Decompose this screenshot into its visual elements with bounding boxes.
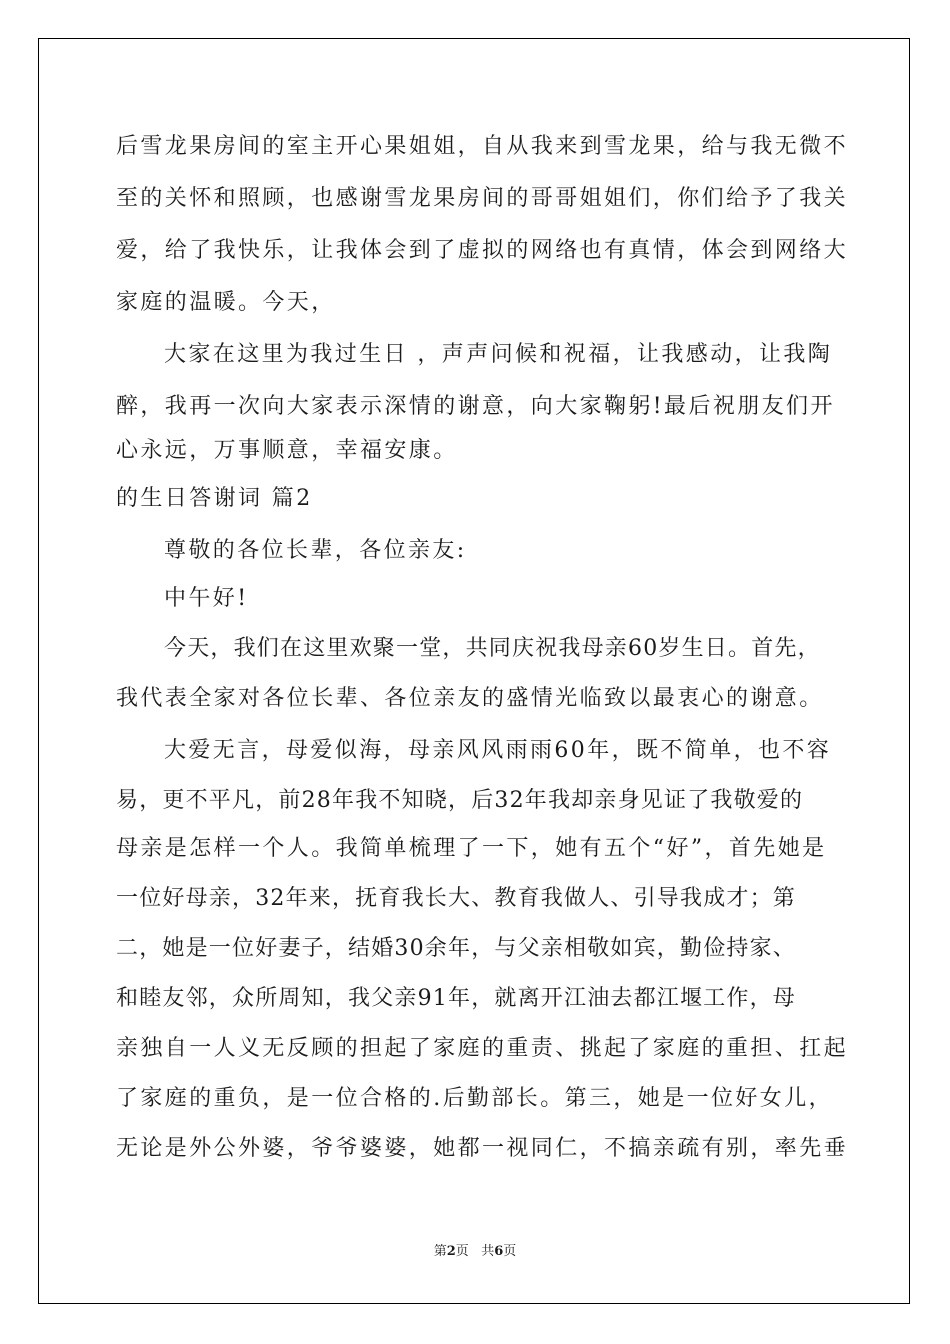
text-line: 母亲是怎样一个人。我简单梳理了一下，她有五个“好”，首先她是 — [116, 836, 827, 861]
text-line: 爱，给了我快乐，让我体会到了虚拟的网络也有真情，体会到网络大 — [116, 238, 849, 263]
text-line: 一位好母亲，32年来，抚育我长大、教育我做人、引导我成才；第 — [116, 886, 796, 911]
section-heading: 的生日答谢词 篇2 — [116, 486, 313, 511]
text-line: 醉，我再一次向大家表示深情的谢意，向大家鞠躬!最后祝朋友们开 — [116, 394, 835, 419]
text-line: 了家庭的重负，是一位合格的.后勤部长。第三，她是一位好女儿， — [116, 1086, 833, 1111]
page-border — [38, 38, 910, 1304]
text-line: 后雪龙果房间的室主开心果姐姐，自从我来到雪龙果，给与我无微不 — [116, 134, 849, 159]
salutation: 尊敬的各位长辈，各位亲友: — [164, 538, 467, 563]
greeting: 中午好! — [164, 586, 249, 611]
total-prefix: 共 — [481, 1244, 495, 1259]
text-line: 今天，我们在这里欢聚一堂，共同庆祝我母亲60岁生日。首先， — [164, 636, 821, 661]
text-line: 大爱无言，母爱似海，母亲风风雨雨60年，既不简单，也不容 — [164, 738, 832, 763]
text-line: 大家在这里为我过生日 ，声声问候和祝福，让我感动，让我陶 — [164, 342, 833, 367]
page-suffix: 页 — [455, 1244, 469, 1259]
text-line: 亲独自一人义无反顾的担起了家庭的重责、挑起了家庭的重担、扛起 — [116, 1036, 849, 1061]
text-line: 无论是外公外婆，爷爷婆婆，她都一视同仁，不搞亲疏有别，率先垂 — [116, 1136, 849, 1161]
text-line: 我代表全家对各位长辈、各位亲友的盛情光临致以最衷心的谢意。 — [116, 686, 824, 711]
page-prefix: 第 — [433, 1244, 447, 1259]
total-suffix: 页 — [503, 1244, 517, 1259]
page-current: 2 — [446, 1244, 456, 1259]
text-line: 二，她是一位好妻子，结婚30余年，与父亲相敬如宾，勤俭持家、 — [116, 936, 796, 961]
text-line: 家庭的温暖。今天， — [116, 290, 336, 315]
text-line: 心永远，万事顺意，幸福安康。 — [116, 438, 458, 463]
text-line: 至的关怀和照顾，也感谢雪龙果房间的哥哥姐姐们，你们给予了我关 — [116, 186, 849, 211]
text-line: 和睦友邻，众所周知，我父亲91年，就离开江油去都江堰工作，母 — [116, 986, 796, 1011]
page-total: 6 — [494, 1244, 504, 1259]
page-footer — [0, 1240, 950, 1259]
text-line: 易，更不平凡，前28年我不知晓，后32年我却亲身见证了我敬爱的 — [116, 788, 804, 813]
